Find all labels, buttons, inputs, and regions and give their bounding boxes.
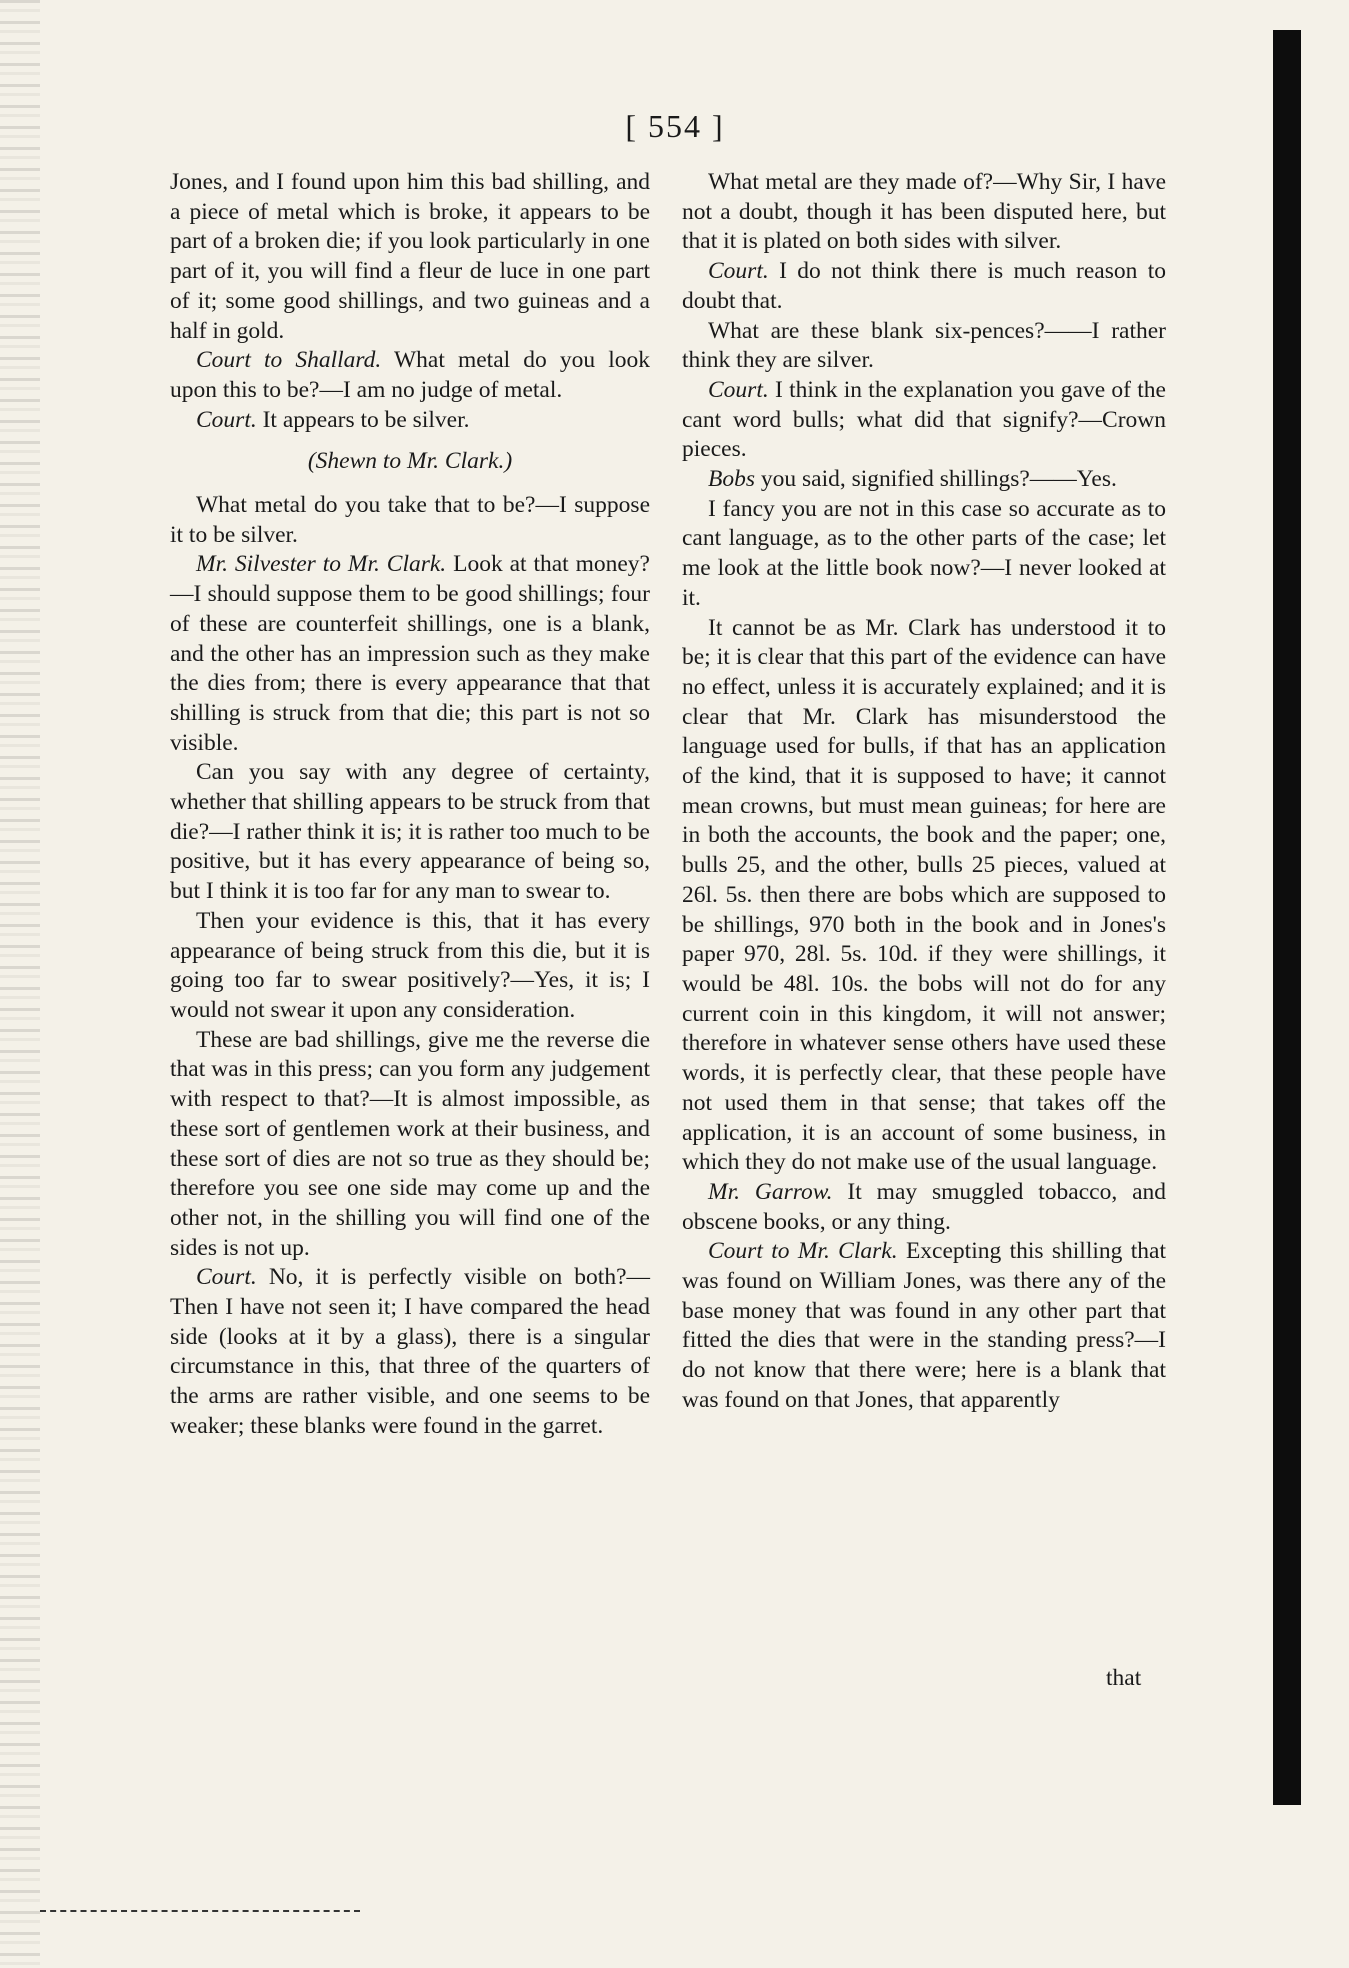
paragraph: [170, 1263, 650, 1441]
paragraph: [682, 317, 1166, 376]
scan-edge-bar: [1273, 30, 1301, 1805]
speaker-label: Bobs: [708, 466, 755, 493]
paragraph-text: I think in the explanation you gave of the cant word bulls; what did that signify?—Crown pieces.: [682, 376, 1166, 463]
paragraph-text: These are bad shillings, give me the reverse die that was in this press; can you form any judgement with respect to that?—It is almost impossible, as these sort of gentlemen work at their business, and these sort of dies are not so true as they should be; therefore you see one side may come up and the other not, in the shilling you will find one of the sides is not up.: [170, 1026, 650, 1261]
paragraph: [170, 550, 650, 758]
paragraph: [170, 346, 650, 405]
paragraph-text: I do not think there is much reason to doubt that.: [682, 258, 1166, 314]
bottom-rule: [40, 1910, 360, 1912]
speaker-label: Court.: [708, 376, 769, 403]
paragraph: [682, 257, 1166, 316]
paragraph: [170, 168, 650, 346]
paragraph: [682, 168, 1166, 257]
paragraph: [682, 495, 1166, 614]
paragraph-text: I fancy you are not in this case so accurate as to cant language, as to the other parts of the case; let me look at the little book now?—I never looked at it.: [682, 495, 1166, 611]
scanned-binding-edge: [0, 0, 40, 1968]
paragraph-text: Jones, and I found upon him this bad shilling, and a piece of metal which is broke, it appears to be part of a broken die; if you look particularly in one part of it, you will find a fleur de luce in one part of it; some good shillings, and two guineas and a half in gold.: [170, 169, 650, 344]
paragraph: [682, 614, 1166, 1178]
paragraph-text: Excepting this shilling that was found on William Jones, was there any of the base money that was found in any other part that fitted the dies that were in the standing press?—I do not know that there were; here is a blank that was found on that Jones, that apparently: [682, 1238, 1166, 1413]
paragraph: [682, 1237, 1166, 1415]
speaker-label: Court.: [196, 406, 257, 433]
paragraph: [170, 907, 650, 1026]
paragraph-text: (Shewn to Mr. Clark.): [307, 448, 513, 475]
paragraph-text: you said, signified shillings?——Yes.: [755, 466, 1117, 493]
paragraph: [682, 465, 1166, 495]
paragraph: [170, 758, 650, 907]
paragraph: [170, 1026, 650, 1264]
paragraph-text: Can you say with any degree of certainty, whether that shilling appears to be struck from that die?—I rather think it is; it is rather too much to be positive, but it has every appearance of being so, but I think it is too far for any man to swear to.: [170, 759, 650, 905]
paragraph-text: It appears to be silver.: [256, 406, 470, 433]
paragraph: [682, 376, 1166, 465]
speaker-label: Mr. Garrow.: [708, 1178, 833, 1205]
speaker-label: Court.: [708, 258, 769, 285]
left-text-column: [170, 168, 650, 1442]
paragraph-text: Then your evidence is this, that it has every appearance of being struck from this die, but it is going too far to swear positively?—Yes, it is; I would not swear it upon any consideration.: [170, 907, 650, 1023]
speaker-label: Court to Mr. Clark.: [708, 1238, 898, 1265]
paragraph-text: It may smuggled tobacco, and obscene books, or any thing.: [682, 1178, 1166, 1235]
paragraph: [170, 447, 650, 477]
paragraph-text: What are these blank six-pences?——I rather think they are silver.: [682, 317, 1166, 374]
catchword: that: [1106, 1665, 1142, 1691]
paragraph-text: Look at that money?—I should suppose them to be good shillings; four of these are counterfeit shillings, one is a blank, and the other has an impression such as they make the dies from; there is every appearance that that shilling is struck from that die; this part is not so visible.: [170, 551, 650, 756]
paragraph-text: No, it is perfectly visible on both?—Then I have not seen it; I have compared the head side (looks at it by a glass), there is a singular circumstance in this, that three of the quarters of the arms are rather visible, and one seems to be weaker; these blanks were found in the garret.: [170, 1264, 650, 1439]
paragraph-text: It cannot be as Mr. Clark has understood it to be; it is clear that this part of the evidence can have no effect, unless it is accurately explained; and it is clear that Mr. Clark has misunderstood the language used for bulls, if that has an application of the kind, that it is supposed to have; it cannot mean crowns, but must mean guineas; for here are in both the accounts, the book and the paper; one, bulls 25, and the other, bulls 25 pieces, valued at 26l. 5s. then there are bobs which are supposed to be shillings, 970 both in the book and in Jones's paper 970, 28l. 5s. 10d. if they were shillings, it would be 48l. 10s. the bobs will not do for any current coin in this kingdom, it will not answer; therefore in whatever sense others have used these words, it is perfectly clear, that these people have not used them in that sense; that takes off the application, it is an account of some business, in which they do not make use of the usual language.: [682, 614, 1166, 1176]
page-number: [ 554 ]: [625, 108, 725, 144]
speaker-label: Mr. Silvester to Mr. Clark.: [196, 551, 447, 578]
paragraph-text: What metal do you take that to be?—I suppose it to be silver.: [170, 492, 650, 548]
paragraph-text: What metal do you look upon this to be?—I am no judge of metal.: [170, 347, 650, 403]
right-text-column: [682, 168, 1166, 1416]
speaker-label: Court to Shallard.: [196, 347, 382, 374]
speaker-label: Court.: [196, 1264, 257, 1291]
paragraph: [170, 491, 650, 550]
paragraph-text: What metal are they made of?—Why Sir, I have not a doubt, though it has been disputed here, but that it is plated on both sides with silver.: [682, 169, 1166, 255]
paragraph: [682, 1178, 1166, 1237]
paragraph: [170, 406, 650, 436]
